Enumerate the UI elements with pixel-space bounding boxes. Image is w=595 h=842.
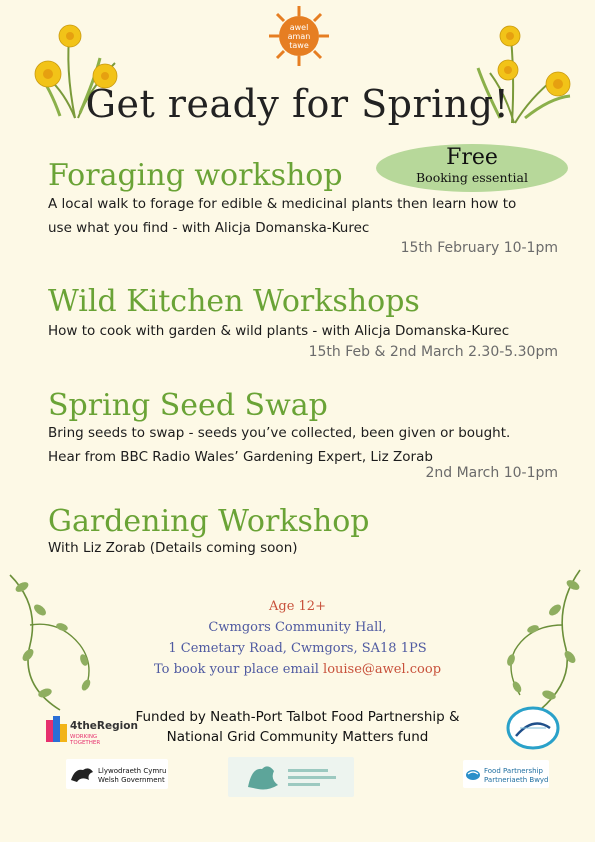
svg-text:awel: awel (289, 23, 309, 32)
svg-text:aman: aman (287, 32, 311, 41)
event-heading-gardening: Gardening Workshop (48, 504, 370, 539)
food-partnership-logo: Food Partnership Partneriaeth Bwyd (463, 760, 549, 788)
national-grid-logo (506, 706, 560, 750)
booking-instruction: To book your place email louise@awel.coop (153, 662, 442, 677)
free-label: Free (446, 145, 498, 170)
venue-info (0, 596, 595, 680)
awel-aman-tawe-logo (267, 4, 331, 68)
event-heading-seed-swap: Spring Seed Swap (48, 388, 328, 423)
welsh-government-logo: Llywodraeth Cymru Welsh Government (66, 759, 168, 789)
booking-email-link[interactable]: louise@awel.coop (323, 662, 442, 677)
free-badge (376, 144, 568, 192)
event-desc-seed-swap: Bring seeds to swap - seeds you’ve collected, been given or bought. Hear from BBC Radio Wales’ Gardening Expert, Liz Zorab (48, 425, 511, 465)
event-heading-foraging: Foraging workshop (48, 158, 343, 193)
age-restriction: Age 12+ (269, 599, 326, 614)
venue-hall: Cwmgors Community Hall, (208, 620, 387, 635)
page-title: Get ready for Spring! (85, 82, 510, 126)
svg-text:tawe: tawe (289, 41, 309, 50)
event-desc-wild-kitchen: How to cook with garden & wild plants - with Alicja Domanska-Kurec (48, 323, 510, 339)
funding-statement: Funded by Neath-Port Talbot Food Partnership & National Grid Community Matters fund (135, 709, 460, 745)
venue-address: 1 Cemetary Road, Cwmgors, SA18 1PS (168, 641, 427, 656)
event-heading-wild-kitchen: Wild Kitchen Workshops (48, 284, 420, 319)
event-date-seed-swap: 2nd March 10-1pm (425, 465, 558, 481)
community-partnership-logo (228, 757, 354, 797)
event-date-foraging: 15th February 10-1pm (400, 240, 558, 256)
4theregion-logo: 4theRegion WORKING TOGETHER (46, 714, 122, 748)
event-desc-gardening: With Liz Zorab (Details coming soon) (48, 540, 298, 556)
event-date-wild-kitchen: 15th Feb & 2nd March 2.30-5.30pm (308, 344, 558, 360)
booking-essential-label: Booking essential (416, 170, 528, 185)
event-desc-foraging: A local walk to forage for edible & medicinal plants then learn how to use what you find - with Alicja Domanska-Kurec (48, 196, 517, 236)
